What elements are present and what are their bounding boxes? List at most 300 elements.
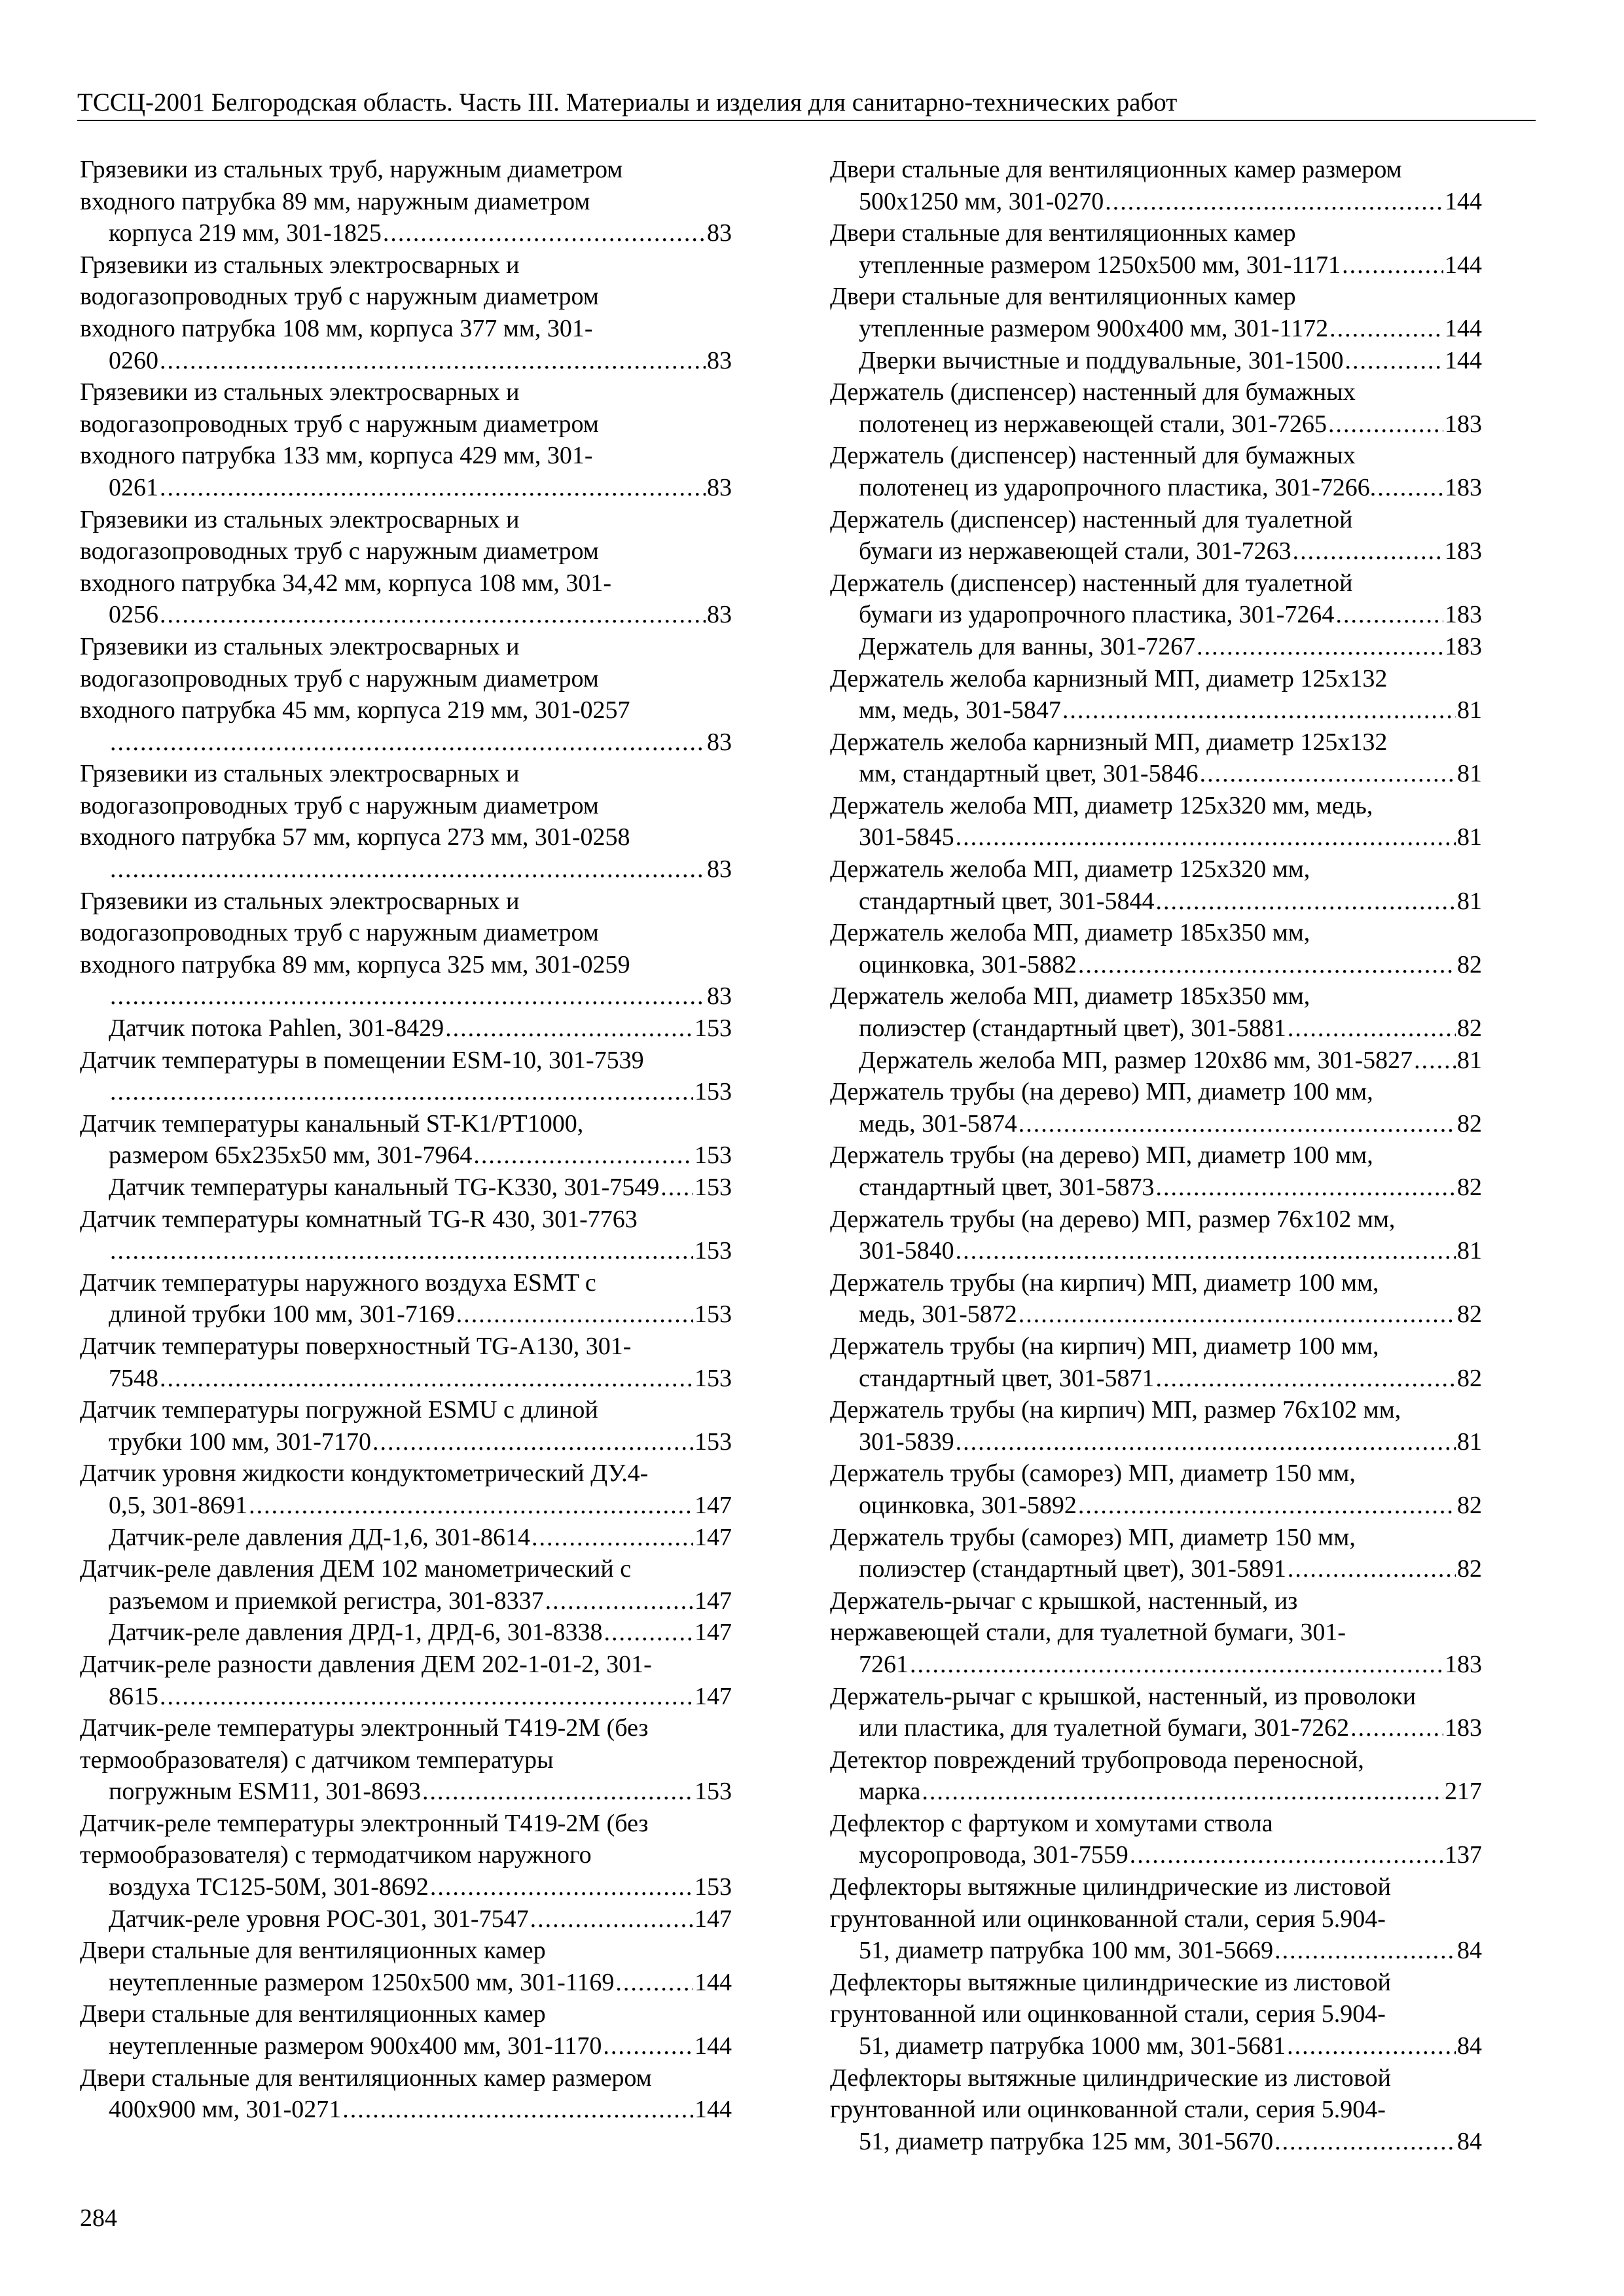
dot-leader [110, 726, 706, 759]
index-entry-text: Держатель (диспенсер) настенный для туалетной [830, 569, 1353, 597]
index-entry-text: Датчик уровня жидкости кондуктометрический ДУ.4- [80, 1460, 649, 1488]
index-entry-text: Двери стальные для вентиляционных камер [830, 219, 1296, 247]
index-entry-page: 147 [695, 1619, 732, 1647]
index-entry-text: Грязевики из стальных электросварных и [80, 632, 520, 660]
dot-leader [160, 345, 706, 377]
dot-leader [160, 1363, 693, 1395]
dot-leader [110, 853, 706, 886]
dot-leader [1062, 694, 1456, 726]
index-entry-page: 81 [1457, 696, 1482, 725]
index-entry-tail: полиэстер (стандартный цвет), 301-5891 [859, 1555, 1286, 1583]
index-entry-text: Держатель трубы (на дерево) МП, диаметр 100 мм, [830, 1078, 1373, 1106]
index-entry-page: 153 [695, 1300, 732, 1329]
index-entry-page: 81 [1457, 823, 1482, 852]
index-entry-last-line [109, 2030, 732, 2062]
index-entry-text: Держатель трубы (на кирпич) МП, диаметр 100 мм, [830, 1332, 1379, 1360]
index-entry [80, 249, 732, 376]
index-entry-last-line [109, 1903, 732, 1935]
dot-leader [1105, 186, 1443, 218]
index-entry-text: водогазопроводных труб с наружным диаметром [80, 919, 599, 947]
index-entry-tail: 400x900 мм, 301-0271 [109, 2096, 342, 2124]
dot-leader [922, 1776, 1443, 1808]
index-entry-tail: Дверки вычистные и поддувальные, 301-1500 [859, 346, 1344, 374]
index-entry-page: 183 [1445, 1714, 1482, 1742]
index-entry-last-line [109, 1776, 732, 1808]
index-entry-text: грунтованной или оцинкованной стали, серия 5.904- [830, 2000, 1386, 2028]
index-entry [830, 631, 1482, 663]
index-entry-last-line [859, 1776, 1482, 1808]
index-entry [80, 1712, 732, 1808]
index-entry-last-line [109, 1522, 732, 1554]
dot-leader [1288, 1013, 1456, 1045]
index-entry-text: Держатель трубы (на дерево) МП, размер 76x102 мм, [830, 1205, 1396, 1233]
index-entry-text: Датчик температуры погружной ESMU с длиной [80, 1396, 598, 1424]
index-entry-page: 84 [1457, 1937, 1482, 1965]
index-entry [80, 1458, 732, 1521]
index-entry-last-line [859, 249, 1482, 281]
index-entry-last-line [109, 1617, 732, 1649]
index-entry-text: входного патрубка 57 мм, корпуса 273 мм, 301-0258 [80, 823, 630, 852]
dot-leader [1019, 1299, 1456, 1331]
index-entry-last-line [859, 694, 1482, 726]
index-entry-page: 82 [1457, 1491, 1482, 1519]
index-entry-tail: разъемом и приемкой регистра, 301-8337 [109, 1587, 544, 1615]
index-entry-last-line [109, 1871, 732, 1903]
dot-leader [1274, 1935, 1456, 1967]
index-entry-text: Держатель желоба МП, диаметр 125x320 мм, медь, [830, 791, 1373, 819]
index-entry-text: входного патрубка 108 мм, корпуса 377 мм, 301- [80, 314, 593, 342]
index-entry-text: Датчик-реле температуры электронный Т419-2М (без [80, 1714, 649, 1742]
index-entry-text: входного патрубка 34,42 мм, корпуса 108 мм, 301- [80, 569, 611, 597]
index-entry-text: грунтованной или оцинкованной стали, серия 5.904- [830, 2096, 1386, 2124]
index-entry-last-line [109, 1139, 732, 1172]
index-entry-tail: 51, диаметр патрубка 100 мм, 301-5669 [859, 1937, 1274, 1965]
index-entry-tail: длиной трубки 100 мм, 301-7169 [109, 1300, 455, 1329]
index-entry-text: Держатель трубы (на кирпич) МП, диаметр 100 мм, [830, 1268, 1379, 1297]
index-entry-text: Двери стальные для вентиляционных камер размером [80, 2064, 652, 2092]
index-entry-page: 153 [695, 1237, 732, 1265]
dot-leader [1329, 313, 1443, 345]
dot-leader [445, 1013, 693, 1045]
index-entry [80, 1617, 732, 1649]
index-entry-page: 147 [695, 1523, 732, 1551]
index-entry-last-line [859, 408, 1482, 440]
index-entry-text: водогазопроводных труб с наружным диаметром [80, 537, 599, 565]
index-entry [830, 1744, 1482, 1808]
page-header: ТССЦ-2001 Белгородская область. Часть III. Материалы и изделия для санитарно-технических работ [77, 88, 1178, 117]
index-entry-tail: полотенец из ударопрочного пластика, 301-7266. [859, 473, 1377, 501]
dot-leader [1414, 1045, 1456, 1077]
index-entry-text: Двери стальные для вентиляционных камер [830, 283, 1296, 311]
index-entry-page: 144 [695, 2096, 732, 2124]
index-entry-page: 144 [1445, 346, 1482, 374]
index-entry-tail: стандартный цвет, 301-5871 [859, 1364, 1155, 1392]
index-entry-last-line [859, 1045, 1482, 1077]
index-entry-text: Двери стальные для вентиляционных камер [80, 1937, 546, 1965]
index-entry-text: Грязевики из стальных электросварных и [80, 251, 520, 279]
index-entry-last-line [859, 1649, 1482, 1681]
index-entry-last-line [859, 1490, 1482, 1522]
index-entry-last-line [859, 1235, 1482, 1267]
index-entry-last-line [859, 345, 1482, 377]
index-entry-last-line [859, 821, 1482, 853]
index-entry-page: 147 [695, 1491, 732, 1519]
index-entry-page: 83 [707, 473, 732, 501]
index-entry-page: 144 [1445, 251, 1482, 279]
index-entry-last-line [859, 599, 1482, 631]
dot-leader [1293, 535, 1443, 567]
index-entry-last-line [109, 1299, 732, 1331]
index-entry-last-line [859, 1363, 1482, 1395]
index-entry-last-line [859, 949, 1482, 981]
index-entry-last-line [859, 186, 1482, 218]
dot-leader [956, 821, 1456, 853]
index-entry-tail: утепленные размером 900x400 мм, 301-1172 [859, 314, 1329, 342]
index-entry-last-line [859, 1299, 1482, 1331]
index-entry-page: 144 [695, 2032, 732, 2060]
index-entry [80, 631, 732, 758]
dot-leader [1328, 408, 1443, 440]
index-entry-last-line [109, 726, 732, 759]
index-entry-last-line [859, 313, 1482, 345]
index-entry-tail: 7548 [109, 1364, 158, 1392]
index-entry-text: Грязевики из стальных труб, наружным диаметром [80, 156, 623, 183]
index-entry [80, 1522, 732, 1554]
index-entry-page: 147 [695, 1587, 732, 1615]
index-entry-page: 81 [1457, 887, 1482, 915]
dot-leader [1197, 631, 1443, 663]
index-entry-page: 183 [1445, 632, 1482, 660]
index-entry-page: 82 [1457, 1174, 1482, 1201]
index-entry-page: 153 [695, 1364, 732, 1392]
index-entry-last-line [859, 1172, 1482, 1204]
index-entry-page: 81 [1457, 1237, 1482, 1265]
index-entry-text: водогазопроводных труб с наружным диаметром [80, 410, 599, 438]
index-entry [830, 1585, 1482, 1681]
index-entry-last-line [109, 1172, 732, 1204]
index-entry [80, 1935, 732, 1998]
index-entry [80, 1903, 732, 1935]
index-entry-page: 183 [1445, 410, 1482, 438]
index-column-left [80, 154, 732, 2126]
dot-leader [910, 1649, 1443, 1681]
index-entry-tail: бумаги из ударопрочного пластика, 301-7264 [859, 601, 1335, 629]
index-entry-tail: воздуха ТС125-50М, 301-8692 [109, 1873, 429, 1901]
index-entry-page: 84 [1457, 2032, 1482, 2060]
index-entry-text: Держатель трубы (саморез) МП, диаметр 150 мм, [830, 1523, 1356, 1551]
index-entry-page: 153 [695, 1014, 732, 1043]
index-entry-text: Датчик-реле разности давления ДЕМ 202-1-01-2, 301- [80, 1650, 652, 1678]
dot-leader [160, 599, 706, 631]
dot-leader [1200, 758, 1456, 790]
index-entry-text: Держатель трубы (саморез) МП, диаметр 150 мм, [830, 1460, 1356, 1488]
index-entry-tail: 0260 [109, 346, 158, 374]
index-entry-text: водогазопроводных труб с наружным диаметром [80, 791, 599, 819]
index-entry [830, 853, 1482, 917]
index-entry [830, 1681, 1482, 1744]
index-entry-tail: мм, стандартный цвет, 301-5846 [859, 760, 1199, 788]
dot-leader [660, 1172, 693, 1204]
index-entry-last-line [109, 599, 732, 631]
index-entry-last-line [109, 1363, 732, 1395]
index-entry-tail: медь, 301-5874 [859, 1109, 1017, 1138]
dot-leader [1287, 2030, 1456, 2062]
index-entry-tail: 0,5, 301-8691 [109, 1491, 248, 1519]
index-entry-page: 83 [707, 982, 732, 1011]
index-entry [830, 1045, 1482, 1077]
index-entry-text: Датчик температуры канальный ST-K1/PT1000, [80, 1109, 584, 1138]
index-entry-last-line [109, 2094, 732, 2126]
index-entry-text: Датчик-реле давления ДЕМ 102 манометрический с [80, 1555, 632, 1583]
dot-leader [603, 2030, 693, 2062]
index-entry-tail: Датчик-реле уровня РОС-301, 301-7547 [109, 1905, 529, 1933]
index-entry [830, 1204, 1482, 1267]
index-entry [80, 1394, 732, 1458]
index-entry-tail: 301-5840 [859, 1237, 954, 1265]
index-entry-last-line [109, 1235, 732, 1267]
index-entry-page: 82 [1457, 1555, 1482, 1583]
index-entry-page: 183 [1445, 537, 1482, 565]
index-entry-text: Держатель (диспенсер) настенный для туалетной [830, 505, 1353, 533]
index-entry-last-line [109, 472, 732, 504]
index-entry-text: Грязевики из стальных электросварных и [80, 505, 520, 533]
index-entry-last-line [859, 758, 1482, 790]
dot-leader [372, 1426, 693, 1458]
index-entry-tail: бумаги из нержавеющей стали, 301-7263 [859, 537, 1291, 565]
dot-leader [532, 1522, 693, 1554]
index-entry-tail: или пластика, для туалетной бумаги, 301-7262 [859, 1714, 1350, 1742]
index-entry-tail: 7261 [859, 1650, 909, 1678]
index-entry-text: Датчик температуры комнатный TG-R 430, 301-7763 [80, 1205, 638, 1233]
index-entry-last-line [859, 472, 1482, 504]
dot-leader [473, 1139, 693, 1172]
index-entry [830, 726, 1482, 790]
index-entry-last-line [859, 2030, 1482, 2062]
index-entry [80, 1045, 732, 1108]
index-entry-last-line [859, 1839, 1482, 1871]
index-entry [830, 1871, 1482, 1967]
index-entry-tail: Датчик температуры канальный TG-K330, 301-7549 [109, 1174, 660, 1201]
dot-leader [110, 1076, 693, 1108]
index-entry-tail: 500x1250 мм, 301-0270 [859, 187, 1104, 215]
index-entry [830, 567, 1482, 631]
index-entry [830, 376, 1482, 440]
index-entry-page: 84 [1457, 2127, 1482, 2155]
index-entry [830, 440, 1482, 503]
index-entry-last-line [859, 1013, 1482, 1045]
dot-leader [604, 1617, 694, 1649]
index-entry-page: 153 [695, 1427, 732, 1456]
dot-leader [956, 1426, 1456, 1458]
dot-leader [342, 2094, 693, 2126]
index-entry [80, 1998, 732, 2062]
index-entry [80, 1331, 732, 1394]
index-entry-text: Датчик температуры в помещении ESM-10, 301-7539 [80, 1046, 644, 1074]
dot-leader [422, 1776, 693, 1808]
index-entry-last-line [859, 631, 1482, 663]
index-entry [830, 1808, 1482, 1871]
index-entry-tail: Держатель желоба МП, размер 120x86 мм, 301-5827 [859, 1046, 1413, 1074]
index-entry-text: Датчик-реле температуры электронный Т419-2М (без [80, 1809, 649, 1837]
index-entry [80, 758, 732, 885]
dot-leader [956, 1235, 1456, 1267]
index-entry-text: Держатель трубы (на кирпич) МП, размер 76x102 мм, [830, 1396, 1401, 1424]
index-entry [80, 886, 732, 1013]
index-column-right [830, 154, 1482, 2157]
index-entry-last-line [859, 2126, 1482, 2158]
dot-leader [1288, 1553, 1456, 1585]
index-entry [80, 1267, 732, 1331]
index-entry-tail: 8615 [109, 1682, 158, 1710]
index-entry-page: 144 [1445, 187, 1482, 215]
index-entry-page: 217 [1445, 1778, 1482, 1806]
index-entry-tail: трубки 100 мм, 301-7170 [109, 1427, 371, 1456]
index-entry-text: Дефлектор с фартуком и хомутами ствола [830, 1809, 1273, 1837]
dot-leader [160, 1681, 693, 1713]
index-entry-last-line [859, 1426, 1482, 1458]
index-entry-tail: оцинковка, 301-5892 [859, 1491, 1077, 1519]
index-entry-text: Держатель-рычаг с крышкой, настенный, из проволоки [830, 1682, 1416, 1710]
dot-leader [1155, 1172, 1456, 1204]
index-entry [830, 1331, 1482, 1394]
index-entry-page: 82 [1457, 950, 1482, 978]
index-entry [80, 1108, 732, 1172]
index-entry-text: Держатель желоба карнизный МП, диаметр 125x132 [830, 664, 1388, 692]
index-entry-tail: корпуса 219 мм, 301-1825 [109, 219, 382, 247]
index-entry-tail: 51, диаметр патрубка 1000 мм, 301-5681 [859, 2032, 1286, 2060]
index-entry-page: 83 [707, 601, 732, 629]
index-entry-tail: 0261 [109, 473, 158, 501]
index-entry-page: 147 [695, 1682, 732, 1710]
index-entry-tail: неутепленные размером 1250x500 мм, 301-1169 [109, 1968, 615, 1996]
index-entry [80, 1172, 732, 1204]
index-entry-last-line [109, 217, 732, 249]
index-entry-last-line [109, 853, 732, 886]
index-entry-last-line [859, 1712, 1482, 1744]
index-entry-tail: 0256 [109, 601, 158, 629]
index-entry [830, 504, 1482, 567]
index-entry-text: водогазопроводных труб с наружным диаметром [80, 283, 599, 311]
index-entry-page: 81 [1457, 1046, 1482, 1074]
index-entry-text: Держатель (диспенсер) настенный для бумажных [830, 442, 1356, 470]
index-entry-tail: полотенец из нержавеющей стали, 301-7265 [859, 410, 1327, 438]
index-entry [80, 2062, 732, 2126]
dot-leader [1078, 1490, 1456, 1522]
index-entry-text: Грязевики из стальных электросварных и [80, 760, 520, 788]
index-entry-text: Датчик температуры наружного воздуха ESMT с [80, 1268, 596, 1297]
index-entry-text: Держатель желоба МП, диаметр 125x320 мм, [830, 855, 1310, 884]
index-entry-tail: стандартный цвет, 301-5844 [859, 887, 1155, 915]
index-entry-page: 147 [695, 1905, 732, 1933]
index-entry-page: 82 [1457, 1014, 1482, 1043]
index-entry [830, 790, 1482, 853]
dot-leader [1130, 1839, 1443, 1871]
index-entry-text: Держатель-рычаг с крышкой, настенный, из [830, 1587, 1298, 1615]
index-entry [830, 980, 1482, 1044]
index-entry-page: 81 [1457, 760, 1482, 788]
index-entry-text: входного патрубка 89 мм, корпуса 325 мм, 301-0259 [80, 950, 630, 978]
index-entry-last-line [859, 886, 1482, 918]
index-entry-text: Держатель желоба МП, диаметр 185x350 мм, [830, 919, 1310, 947]
index-entry-page: 183 [1445, 473, 1482, 501]
index-entry-text: Двери стальные для вентиляционных камер размером [830, 156, 1402, 183]
dot-leader [456, 1299, 693, 1331]
index-entry-page: 183 [1445, 601, 1482, 629]
index-entry-text: Держатель трубы (на дерево) МП, диаметр 100 мм, [830, 1141, 1373, 1170]
index-entry-last-line [109, 1585, 732, 1617]
index-entry-text: Дефлекторы вытяжные цилиндрические из листовой [830, 2064, 1391, 2092]
index-entry-text: входного патрубка 133 мм, корпуса 429 мм, 301- [80, 442, 593, 470]
index-entry-tail: 301-5839 [859, 1427, 954, 1456]
index-entry [830, 281, 1482, 344]
index-entry-page: 153 [695, 1174, 732, 1201]
index-entry-tail: Датчик потока Pahlen, 301-8429 [109, 1014, 444, 1043]
dot-leader [383, 217, 706, 249]
index-entry [830, 154, 1482, 217]
index-entry-text: Двери стальные для вентиляционных камер [80, 2000, 546, 2028]
header-rule [77, 120, 1536, 121]
index-entry [80, 154, 732, 249]
dot-leader [430, 1871, 693, 1903]
index-entry [80, 1553, 732, 1617]
index-entry [830, 217, 1482, 281]
dot-leader [615, 1967, 693, 1999]
index-entry-page: 153 [695, 1141, 732, 1170]
index-entry-text: Грязевики из стальных электросварных и [80, 887, 520, 915]
index-entry-last-line [859, 535, 1482, 567]
index-entry [830, 1458, 1482, 1521]
index-entry-page: 153 [695, 1778, 732, 1806]
dot-leader [249, 1490, 693, 1522]
index-entry-text: водогазопроводных труб с наружным диаметром [80, 664, 599, 692]
index-entry-tail: оцинковка, 301-5882 [859, 950, 1077, 978]
index-entry-page: 82 [1457, 1364, 1482, 1392]
index-entry-tail: стандартный цвет, 301-5873 [859, 1174, 1155, 1201]
dot-leader [110, 1235, 693, 1267]
index-entry-text: Дефлекторы вытяжные цилиндрические из листовой [830, 1873, 1391, 1901]
dot-leader [1155, 886, 1456, 918]
index-entry-last-line [109, 1426, 732, 1458]
dot-leader [1342, 249, 1443, 281]
dot-leader [1350, 1712, 1443, 1744]
index-entry [830, 1522, 1482, 1585]
index-entry-tail: марка [859, 1778, 921, 1806]
page-number: 284 [80, 2204, 117, 2232]
index-entry-text: входного патрубка 89 мм, наружным диаметром [80, 187, 590, 215]
index-entry [830, 1967, 1482, 2062]
index-entry [830, 2062, 1482, 2158]
index-entry [830, 663, 1482, 726]
index-entry [830, 1394, 1482, 1458]
index-entry-page: 81 [1457, 1427, 1482, 1456]
index-entry [80, 504, 732, 631]
dot-leader [1078, 949, 1456, 981]
index-entry [830, 1267, 1482, 1331]
index-entry-page: 82 [1457, 1109, 1482, 1138]
index-entry-last-line [859, 1553, 1482, 1585]
index-entry-last-line [859, 1935, 1482, 1967]
index-entry-tail: Держатель для ванны, 301-7267 [859, 632, 1196, 660]
index-entry-last-line [109, 1681, 732, 1713]
index-entry-last-line [859, 1108, 1482, 1140]
index-entry [830, 917, 1482, 980]
index-entry-page: 83 [707, 346, 732, 374]
index-entry-text: Держатель (диспенсер) настенный для бумажных [830, 378, 1356, 406]
index-entry [830, 1076, 1482, 1139]
index-entry-tail: 51, диаметр патрубка 125 мм, 301-5670 [859, 2127, 1274, 2155]
index-entry-text: Детектор повреждений трубопровода переносной, [830, 1746, 1364, 1774]
index-entry [80, 1204, 732, 1267]
